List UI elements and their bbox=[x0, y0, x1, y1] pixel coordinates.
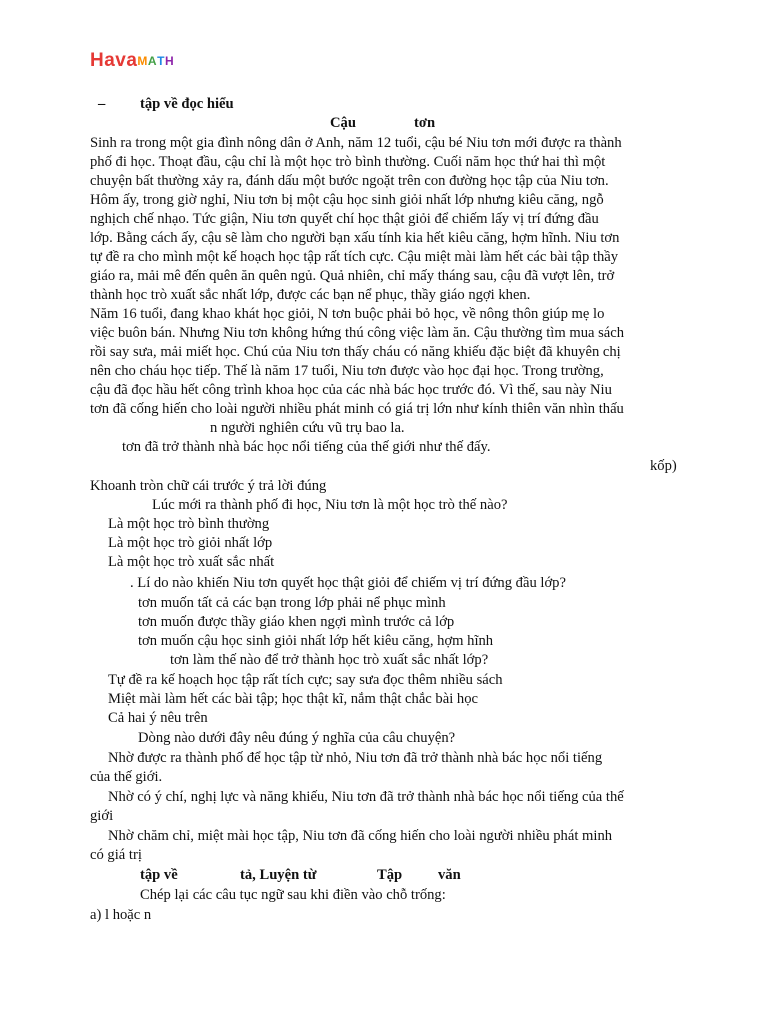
q4-option-cont: giới bbox=[90, 808, 114, 824]
q3-option: Tự đề ra kế hoạch học tập rất tích cực; say sưa đọc thêm nhiều sách bbox=[108, 672, 503, 688]
question-1: Lúc mới ra thành phố đi học, Niu tơn là một học trò thế nào? bbox=[152, 497, 508, 513]
story-line: tự đề ra cho mình một kế hoạch học tập rất tích cực. Cậu miệt mài làm hết các bài tập thầy bbox=[90, 249, 619, 265]
question-2: . Lí do nào khiến Niu tơn quyết học thật giỏi để chiếm vị trí đứng đầu lớp? bbox=[130, 575, 566, 591]
section2-heading-part2: tả, Luyện từ bbox=[240, 867, 317, 883]
q4-option-cont: có giá trị bbox=[90, 847, 142, 863]
story-line: nghịch chế nhạo. Tức giận, Niu tơn quyết chí học thật giỏi để chiếm lấy vị trí đứng đầu bbox=[90, 211, 599, 227]
q2-option: tơn muốn cậu học sinh giỏi nhất lớp hết kiêu căng, hợm hĩnh bbox=[138, 633, 494, 649]
q4-option: Nhờ chăm chỉ, miệt mài học tập, Niu tơn đã cống hiến cho loài người nhiều phát minh bbox=[108, 828, 613, 844]
story-line: Hôm ấy, trong giờ nghỉ, Niu tơn bị một cậu học sinh giỏi nhất lớp nhưng kiêu căng, ngỗ bbox=[90, 192, 604, 208]
story-line: tơn đã trở thành nhà bác học nổi tiếng của thế giới như thế đấy. bbox=[122, 439, 491, 455]
story-line: nên cho cháu học tiếp. Thế là năm 17 tuổi, Niu tơn được vào học đại học. Trong trường, bbox=[90, 363, 604, 379]
section2-heading-part1: tập về bbox=[140, 867, 178, 883]
story-line: rồi say sưa, mải miết học. Chú của Niu tơn thấy cháu có năng khiếu đặc biệt đã khuyên chị bbox=[90, 344, 621, 360]
story-line: thành học trò xuất sắc nhất lớp, được các bạn nể phục, thầy giáo ngợi khen. bbox=[90, 287, 531, 303]
story-line: chuyện bất thường xảy ra, đánh dấu một bước ngoặt trên con đường học tập của Niu tơn. bbox=[90, 173, 609, 189]
q1-option: Là một học trò bình thường bbox=[108, 516, 270, 532]
story-title-part1: Cậu bbox=[330, 115, 356, 131]
subtask-a: a) l hoặc n bbox=[90, 907, 152, 923]
q2-option: tơn muốn được thầy giáo khen ngợi mình trước cả lớp bbox=[138, 614, 455, 630]
story-line: cậu đã đọc hầu hết công trình khoa học của các nhà bác học trước đó. Vì thế, sau này Niu bbox=[90, 382, 612, 398]
q4-option: Nhờ được ra thành phố để học tập từ nhỏ, Niu tơn đã trở thành nhà bác học nổi tiếng bbox=[108, 750, 603, 766]
story-line: phố đi học. Thoạt đầu, cậu chỉ là một học trò bình thường. Cuối năm học thứ hai thì một bbox=[90, 154, 606, 170]
q4-option: Nhờ có ý chí, nghị lực và năng khiếu, Niu tơn đã trở thành nhà bác học nổi tiếng của thế bbox=[108, 789, 624, 805]
task-instruction: Chép lại các câu tục ngữ sau khi điền vào chỗ trống: bbox=[140, 887, 446, 903]
story-line: giáo ra, mải mê đến quên ăn quên ngủ. Quả nhiên, chỉ mấy tháng sau, cậu đã vượt lên, trở bbox=[90, 268, 615, 284]
instruction: Khoanh tròn chữ cái trước ý trả lời đúng bbox=[90, 478, 327, 494]
story-line: Năm 16 tuổi, đang khao khát học giỏi, N tơn buộc phải bỏ học, về nông thôn giúp mẹ lo bbox=[90, 306, 605, 322]
section-dash: – bbox=[98, 96, 106, 112]
q2-option: tơn muốn tất cả các bạn trong lớp phải nể phục mình bbox=[138, 595, 446, 611]
q3-option: Cả hai ý nêu trên bbox=[108, 710, 208, 726]
q1-option: Là một học trò giỏi nhất lớp bbox=[108, 535, 273, 551]
q1-option: Là một học trò xuất sắc nhất bbox=[108, 554, 275, 570]
story-line: Sinh ra trong một gia đình nông dân ở Anh, năm 12 tuổi, cậu bé Niu tơn mới được ra thành bbox=[90, 135, 622, 151]
q3-option: Miệt mài làm hết các bài tập; học thật kĩ, nắm thật chắc bài học bbox=[108, 691, 478, 707]
q4-option-cont: của thế giới. bbox=[90, 769, 163, 785]
story-line: n người nghiên cứu vũ trụ bao la. bbox=[210, 420, 405, 436]
section2-heading-part3: Tập bbox=[377, 867, 403, 883]
story-source: kốp) bbox=[650, 458, 677, 474]
story-title-part2: tơn bbox=[414, 115, 436, 131]
section-heading-reading: tập về đọc hiểu bbox=[140, 96, 234, 112]
havamath-logo: HavaMATH bbox=[90, 50, 175, 71]
story-line: lớp. Bằng cách ấy, cậu sẽ làm cho người bạn xấu tính kia hết kiêu căng, hợm hĩnh. Niu tơn bbox=[90, 230, 620, 246]
section2-heading-part4: văn bbox=[438, 867, 461, 883]
question-4: Dòng nào dưới đây nêu đúng ý nghĩa của câu chuyện? bbox=[138, 730, 456, 746]
story-line: việc buôn bán. Nhưng Niu tơn không hứng thú công việc làm ăn. Cậu thường tìm mua sách bbox=[90, 325, 625, 341]
story-line: tơn đã cống hiến cho loài người nhiều phát minh có giá trị lớn như kính thiên văn nhìn thấu bbox=[90, 401, 624, 417]
question-3: tơn làm thế nào để trở thành học trò xuất sắc nhất lớp? bbox=[170, 652, 489, 668]
